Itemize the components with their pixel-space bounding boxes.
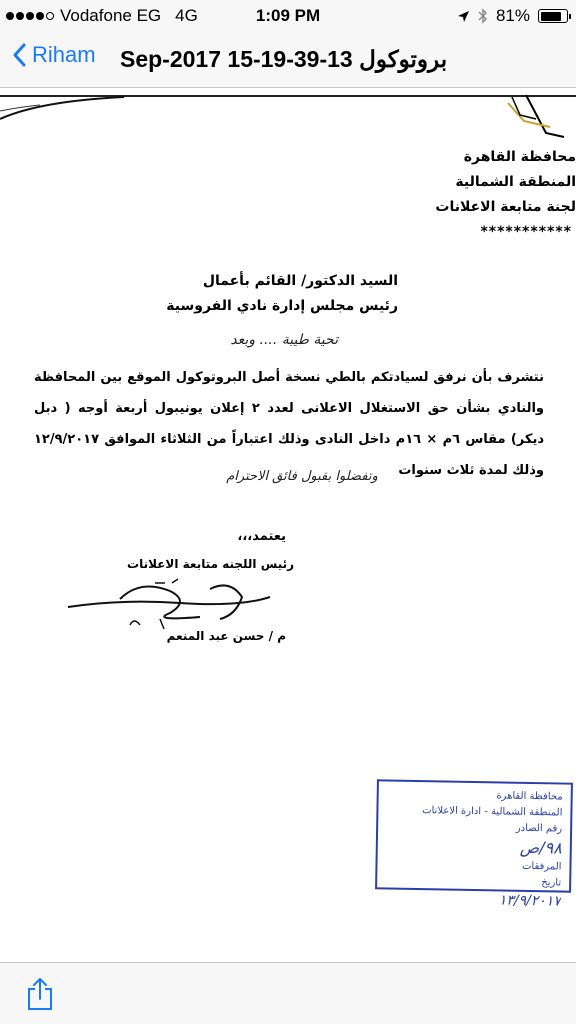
document-view[interactable]: [0, 89, 576, 962]
letterhead-separator: ***********: [480, 224, 572, 240]
battery-fill: [541, 12, 561, 21]
greeting: تحية طيبة .... وبعد: [230, 332, 338, 348]
letterhead-committee: لجنة متابعة الاعلانات: [435, 199, 576, 215]
stamp-attachments-label: المرفقات: [521, 860, 562, 873]
stamp-governorate: محافظة القاهرة: [496, 790, 563, 803]
stamp-outgoing-label: رقم الصادر: [515, 822, 563, 835]
letterhead-governorate: محافظة القاهرة: [463, 149, 576, 165]
status-time: 1:09 PM: [255, 6, 321, 25]
navigation-bar: [0, 32, 576, 88]
letterhead: [316, 145, 576, 245]
status-bar: [0, 0, 576, 32]
location-arrow-icon: [457, 10, 470, 23]
share-icon: [26, 977, 54, 1011]
addressee: [118, 269, 398, 319]
network-type: 4G: [175, 6, 198, 25]
chevron-left-icon: [12, 43, 26, 67]
corner-sketch: [506, 93, 566, 143]
signer-name: م / حسن عبد المنعم: [166, 629, 286, 643]
carrier-name: Vodafone EG: [60, 6, 162, 25]
committee-head-title: رئيس اللجنه متابعة الاعلانات: [127, 557, 294, 571]
letter-body: نتشرف بأن نرفق لسيادتكم بالطي نسخة أصل البروتوكول الموقع بين المحافظة والنادي بشأن حق الاستغلال الاعلانى لعدد ٢ إعلان يونيبول أربعة أوجه ( دبل ديكر) مقاس ٦م × ١٦م داخل النادى وذلك اعتباراً من الثلاثاء الموافق ١٢/٩/٢٠١٧ وذلك لمدة ثلاث سنوات: [34, 370, 545, 478]
letterhead-region: المنطقة الشمالية: [455, 174, 576, 190]
stamp-date: ١٣/٩/٢٠١٧: [498, 892, 562, 910]
stamp-department: المنطقة الشمالية - ادارة الاعلانات: [422, 805, 563, 819]
closing-line: وتفضلوا بقبول فائق الاحترام: [226, 469, 378, 484]
share-button[interactable]: [26, 977, 54, 1015]
bluetooth-icon: [478, 8, 488, 24]
addressee-line-2: رئيس مجلس إدارة نادي الفروسية: [166, 298, 398, 314]
stamp-outgoing-number: ٩٨/ص: [519, 837, 562, 858]
back-button[interactable]: [12, 42, 96, 68]
battery-percent: 81%: [495, 6, 530, 25]
back-label: Riham: [32, 42, 96, 67]
outgoing-stamp: [375, 779, 573, 910]
battery-icon: [538, 9, 568, 23]
addressee-line-1: السيد الدكتور/ القائم بأعمال: [202, 273, 398, 289]
document-title: Sep-2017 15-19-39-13 بروتوكول: [120, 46, 448, 72]
stamp-date-label: تاريخ: [541, 877, 562, 889]
bottom-toolbar: [0, 962, 576, 1024]
pen-mark: [0, 89, 130, 129]
status-right: [457, 6, 568, 26]
approval-label: يعتمد،،،: [237, 529, 286, 544]
